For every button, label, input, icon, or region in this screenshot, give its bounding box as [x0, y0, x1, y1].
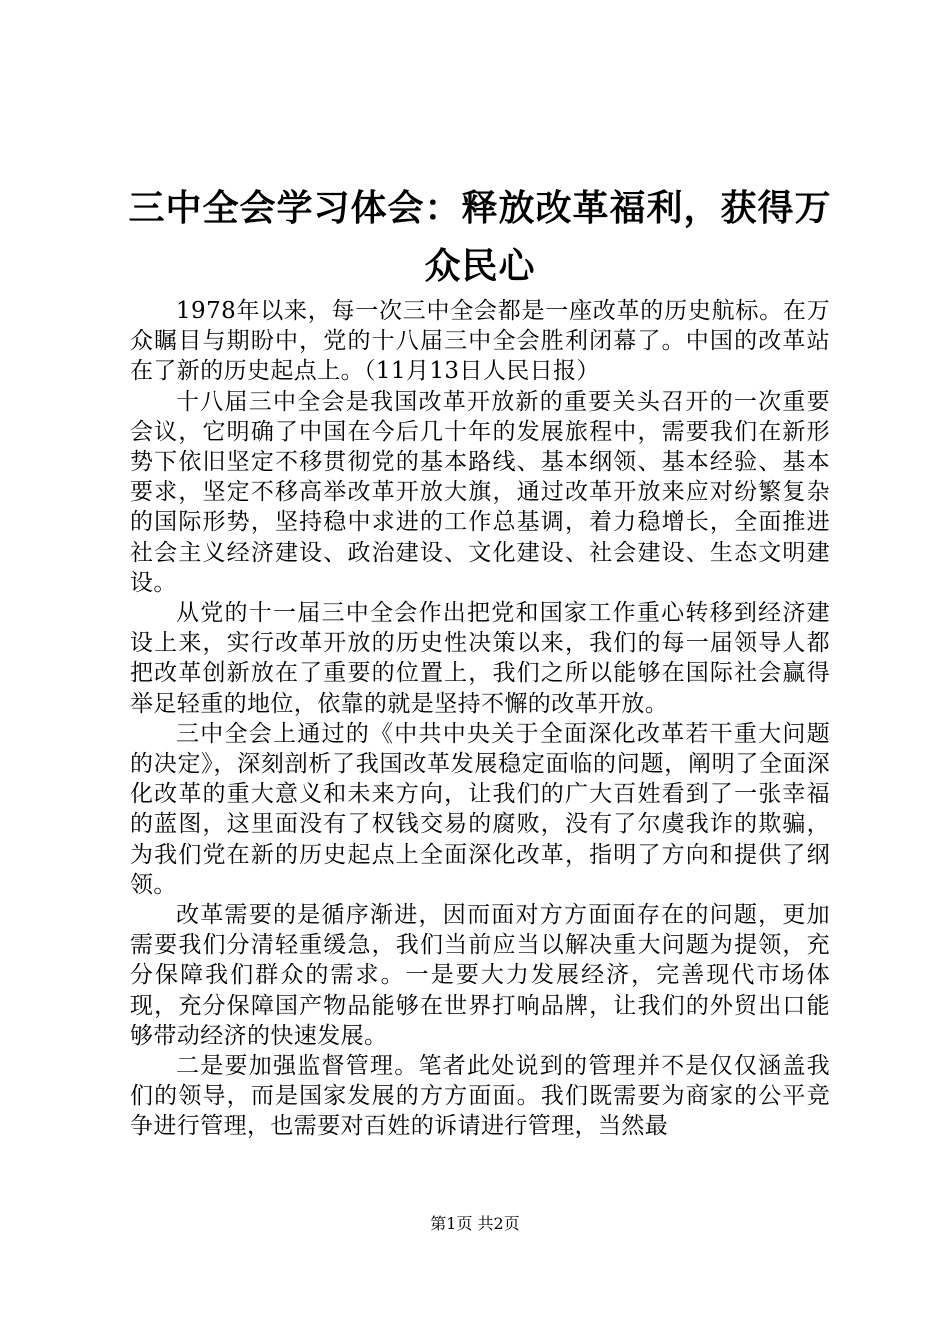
paragraph-6: 二是要加强监督管理。笔者此处说到的管理并不是仅仅涵盖我们的领导，而是国家发展的方方面面。我们既需要为商家的公平竞争进行管理，也需要对百姓的诉请进行管理，当然最 [130, 1053, 830, 1140]
document-body [130, 296, 830, 1142]
paragraph-2: 十八届三中全会是我国改革开放新的重要关头召开的一次重要会议，它明确了中国在今后几十年的发展旅程中，需要我们在新形势下依旧坚定不移贯彻党的基本路线、基本纲领、基本经验、基本要求，坚定不移高举改革开放大旗，通过改革开放来应对纷繁复杂的国际形势，坚持稳中求进的工作总基调，着力稳增长，全面推进社会主义经济建设、政治建设、文化建设、社会建设、生态文明建设。 [130, 388, 830, 596]
paragraph-4: 三中全会上通过的《中共中央关于全面深化改革若干重大问题的决定》，深刻剖析了我国改革发展稳定面临的问题，阐明了全面深化改革的重大意义和未来方向，让我们的广大百姓看到了一张幸福的蓝图，这里面没有了权钱交易的腐败，没有了尔虞我诈的欺骗，为我们党在新的历史起点上全面深化改革，指明了方向和提供了纲领。 [130, 720, 830, 898]
document-title: 三中全会学习体会：释放改革福利，获得万众民心 [128, 188, 832, 287]
paragraph-5: 改革需要的是循序渐进，因而面对方方面面存在的问题，更加需要我们分清轻重缓急，我们当前应当以解决重大问题为提领，充分保障我们群众的需求。一是要大力发展经济，完善现代市场体现，充分保障国产物品能够在世界打响品牌，让我们的外贸出口能够带动经济的快速发展。 [130, 902, 830, 1049]
paragraph-3: 从党的十一届三中全会作出把党和国家工作重心转移到经济建设上来，实行改革开放的历史性决策以来，我们的每一届领导人都把改革创新放在了重要的位置上，我们之所以能够在国际社会赢得举足轻重的地位，依靠的就是坚持不懈的改革开放。 [130, 600, 830, 717]
page-footer: 第1页 共2页 [430, 1214, 520, 1233]
paragraph-1: 1978年以来，每一次三中全会都是一座改革的历史航标。在万众瞩目与期盼中，党的十八届三中全会胜利闭幕了。中国的改革站在了新的历史起点上。（11月13日人民日报） [130, 298, 830, 385]
